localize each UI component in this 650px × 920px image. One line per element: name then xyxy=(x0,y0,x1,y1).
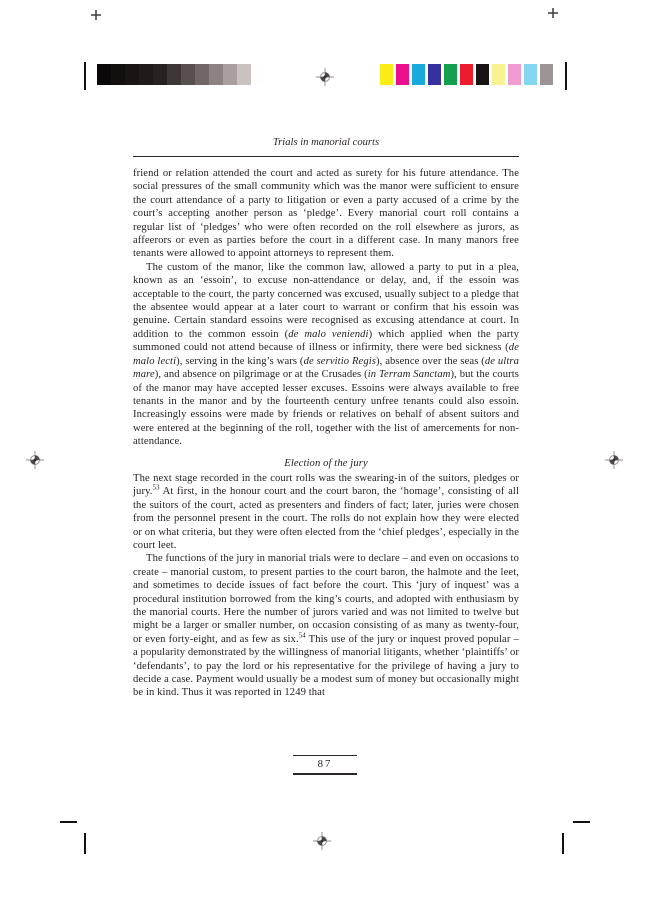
paragraph-text: ), serving in the king’s wars ( xyxy=(176,355,304,367)
color-swatch xyxy=(492,64,505,85)
trim-mark xyxy=(562,833,564,854)
paragraph-text: The functions of the jury in manorial trials were to declare – and even on occasions to create – manorial custom, to present parties to the court baron, the halmote and the leet, and sometimes to decide issues of fact before the court. This ‘jury of inquest’ was a procedural institution borrowed from the king’s courts, and adopted with enthusiasm by the manorial courts. Here the number of jurors varied and was not limited to twelve but might be a larger or smaller number, on occasion consisting of as many as twenty-four, or even forty-eight, and as few as six. xyxy=(133,553,519,645)
paragraph-text: At first, in the honour court and the court baron, the ‘homage’, consisting of all the suitors of the court, acted as presenters and finders of fact; later, juries were chosen from the personnel present in the court. The rolls do not explain how they were elected or on what criteria, but they were often elected from the ‘chief pledges’, especially in the court leet. xyxy=(133,486,520,551)
body-text xyxy=(133,167,519,700)
running-head xyxy=(133,137,519,148)
crosshair-target-icon xyxy=(26,451,44,469)
color-swatch xyxy=(444,64,457,85)
grayscale-swatch xyxy=(139,64,153,85)
latin-term: de ultra mare xyxy=(133,355,519,381)
grayscale-swatch xyxy=(167,64,181,85)
latin-term: de servitio Regis xyxy=(303,355,377,367)
color-swatch xyxy=(412,64,425,85)
grayscale-swatch xyxy=(209,64,223,85)
color-swatch xyxy=(524,64,537,85)
paragraph xyxy=(133,167,519,261)
grayscale-swatch xyxy=(251,64,265,85)
paragraph-text: ) which applied when the party summoned could not attend because of illness or infirmity, there were bed sickness ( xyxy=(133,328,520,354)
color-swatch xyxy=(508,64,521,85)
folio-rule-bottom xyxy=(293,773,357,774)
color-swatch xyxy=(428,64,441,85)
paragraph-text: ), and absence on pilgrimage or at the Crusades ( xyxy=(154,369,368,381)
paragraph-text: friend or relation attended the court and acted as surety for his future attendance. The social pressures of the small community which was the manor were sufficient to ensure the court attendance of a party to litigation or even a party accused of a crime by the court’s accepting another person as ‘pledge’. Every manorial court roll contains a regular list of ‘pledges’ who were often recorded on the roll elsewhere as jurors, as affeerors or even as parties before the court in a different case. In many manors free tenants were allowed to appoint attorneys to represent them. xyxy=(133,168,519,260)
running-head-title: Trials in manorial courts xyxy=(272,137,380,148)
grayscale-swatch xyxy=(181,64,195,85)
crosshair-target-icon xyxy=(605,451,623,469)
paragraph xyxy=(133,261,519,449)
section-heading: Election of the jury xyxy=(284,457,368,469)
color-swatch xyxy=(396,64,409,85)
footnote-marker: 53 xyxy=(152,483,160,492)
page-number: 87 xyxy=(317,758,333,771)
grayscale-swatch xyxy=(125,64,139,85)
trim-mark xyxy=(60,821,77,823)
paragraph-text: ), absence over the seas ( xyxy=(376,355,485,367)
trim-mark xyxy=(565,62,567,90)
trim-mark xyxy=(573,821,590,823)
page-number-block xyxy=(289,755,361,775)
crosshair-target-icon xyxy=(313,832,331,850)
paragraph-text: ), but the courts of the manor may have accepted lesser excuses. Essoins were always available to free tenants in the manor and by the fourteenth century unfree tenants could also essoin. Increasingly essoins were made by friends or relatives on behalf of absent suitors and were entered at the beginning of the roll, together with the list of amercements for non-attendance. xyxy=(133,369,519,448)
paragraph-text: The custom of the manor, like the common law, allowed a party to put in a plea, known as an ‘essoin’, to excuse non-attendance or delay, and, if the essoin was acceptable to the court, the party concerned was excused, usually subject to a pledge that the absentee would appear at a later court to warrant or confirm that his essoin was genuine. Certain standard essoins were recognised as excusing attendance at court. In addition to the common essoin ( xyxy=(133,261,519,340)
grayscale-bar xyxy=(97,64,265,85)
latin-term: in Terram Sanctam xyxy=(367,369,451,381)
color-swatch xyxy=(380,64,393,85)
grayscale-swatch xyxy=(153,64,167,85)
trim-mark xyxy=(84,62,86,90)
grayscale-swatch xyxy=(111,64,125,85)
paragraph xyxy=(133,552,519,699)
color-swatch xyxy=(476,64,489,85)
color-bar xyxy=(380,64,553,85)
trim-mark xyxy=(84,833,86,854)
grayscale-swatch xyxy=(237,64,251,85)
plus-registration-mark-icon xyxy=(91,10,101,20)
paragraph-text: This use of the jury or inquest proved popular – a popularity demonstrated by the willingness of manorial litigants, whether ‘plaintiffs’ or ‘defendants’, to pay the lord or his representative for the privilege of having a jury to decide a case. Payment would usually be a modest sum of money but occasionally might be in kind. Thus it was reported in 1249 that xyxy=(133,633,519,699)
latin-term: de malo veniendi xyxy=(288,328,369,340)
grayscale-swatch xyxy=(223,64,237,85)
plus-registration-mark-icon xyxy=(548,8,558,18)
grayscale-swatch xyxy=(97,64,111,85)
header-rule xyxy=(133,156,519,157)
color-swatch xyxy=(540,64,553,85)
paragraph-text: The next stage recorded in the court rolls was the swearing-in of the suitors, pledges or jury. xyxy=(133,472,519,498)
crosshair-target-icon xyxy=(316,68,334,86)
color-swatch xyxy=(460,64,473,85)
grayscale-swatch xyxy=(195,64,209,85)
footnote-marker: 54 xyxy=(298,631,306,640)
paragraph xyxy=(133,472,519,552)
latin-term: de malo lecti xyxy=(133,342,519,367)
